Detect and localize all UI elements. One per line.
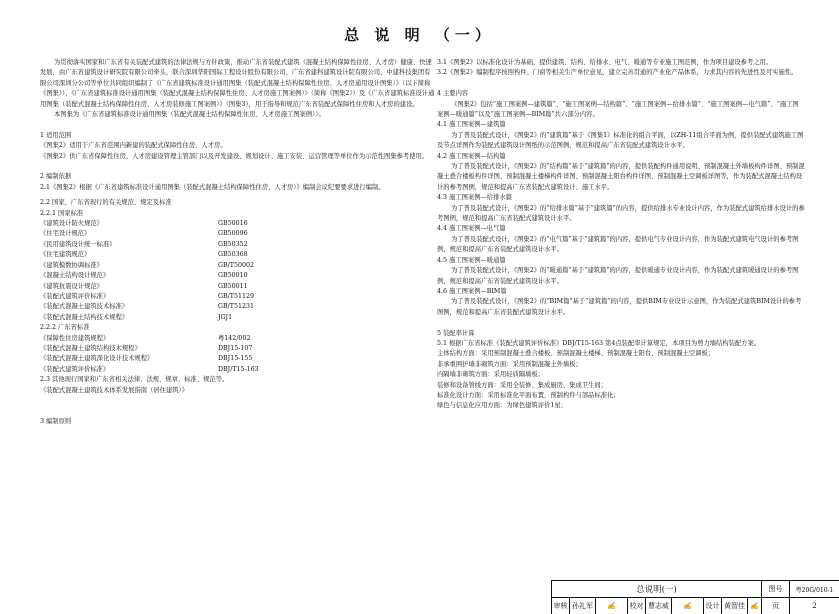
standard-code: DBJ15-155 [218,355,253,363]
standard-row [40,365,435,375]
design-signature: ✍ [748,598,762,614]
design-label: 设计 [704,598,722,614]
standard-row [40,261,435,271]
check-name: 曹志威 [646,598,672,614]
section-5-item: 标准化设计方面：采用标准化平面布置，预制构件与部品标准化； [437,391,620,399]
standard-code: GB/T51231 [218,303,255,311]
standard-code: GB/T50002 [218,261,255,269]
section-5-item: 非承重围护墙非砌筑方面：采用预制混凝土外墙板； [437,360,582,368]
standard-name: 《建筑抗震设计规范》 [40,282,103,290]
standard-row [40,282,435,292]
section-2-heading: 2 编制依据 [40,173,72,181]
subsection-heading: 4.2 施工图案例—结构篇 [437,152,506,160]
section-2-2: 2.2 国家、广东省现行的有关规范、规定及标准 [40,199,172,207]
standard-name: 《建筑设计防火规范》 [40,220,103,228]
section-1-item: 《图集2》供广东省保障性住房、人才房建设管理主管部门以及开发建设、规划设计、施工安装、运营管理等单位作为示范性图集参考使用。 [40,152,429,160]
design-name: 黄智佳 [722,598,748,614]
standard-name: 《建筑模数协调标准》 [40,261,103,269]
section-3-2: 3.2《图集2》编制程序按照构件、门窗等相关生产单位意见，建立完善贯通的产业化产品体系，力求其内容的先进性及可实施性。 [437,69,798,77]
standard-row [40,344,435,354]
standard-name: 《民用建筑设计统一标准》 [40,240,116,248]
standard-row [40,219,435,229]
section-4-heading: 4 主要内容 [437,90,469,98]
left-column [40,58,435,427]
standard-code: GB50016 [218,220,248,228]
drawing-number: 粤20G/010-1 [790,581,839,597]
standard-row [40,271,435,281]
standard-code: JGJ1 [218,313,233,321]
review-name: 孙礼军 [570,598,596,614]
section-1-heading: 1 适用范围 [40,131,72,139]
right-column [437,58,805,412]
standard-row [40,292,435,302]
standard-name: 《装配式建筑评价标准》 [40,365,110,373]
standard-row [40,229,435,239]
title-block [551,580,839,614]
standard-row [40,240,435,250]
subsection-text: 为了普及装配式设计，《图集2》的“给排水篇”基于“建筑篇”的内容，提供给排水专业设计内容，作为装配式建筑给排水设计的参考图例，规范和提高广东省装配式建筑设计水平。 [437,204,805,223]
page-title: 总 说 明 （一） [344,26,495,44]
standard-code: GB50352 [218,240,248,248]
standard-code: DBJ/T15-163 [218,365,259,373]
standard-name: 《混凝土结构设计规范》 [40,272,110,280]
subsection-text: 为了普及装配式设计，《图集2》的“暖通篇”基于“建筑篇”的内容，提供暖通专业设计内容，作为装配式建筑暖通设计的参考图例，规范和提高广东省装配式建筑设计水平。 [437,267,799,285]
page-number: 2 [790,598,839,614]
subsection-text: 为了普及装配式设计，《图集2》的“结构篇”基于“建筑篇”的内容，提供装配构件通用说明、预制混凝土外墙板构件详图、预制混凝土叠合楼板构件详图、预制混凝土楼梯构件详图、预制混凝土阳台构件详图、预制混凝土空调板详图等，作为装配式混凝土结构设计的参考图例，规范和提高广东省装配式建筑设计、施工水平。 [437,163,805,191]
standard-code: GB50010 [218,272,248,280]
subsection-heading: 4.4 施工图案例—电气篇 [437,225,506,233]
drawing-number-label: 图号 [762,581,790,597]
section-5-item: 内隔墙非砌筑方面：采用轻质隔墙板； [437,371,545,379]
standard-row [40,302,435,312]
subsection-text: 为了普及装配式设计，《图集2》的“电气篇”基于“建筑篇”的内容，提供电气专业设计内容，作为装配式建筑电气设计的参考图例，规范和提高广东省装配式建筑设计水平。 [437,235,799,254]
page-label: 页 [762,598,790,614]
standard-code: GB50011 [218,282,248,290]
review-label: 审核 [552,598,570,614]
subsection-heading: 4.1 施工图案例—建筑篇 [437,121,506,129]
subsection-text: 为了普及装配式设计，《图集2》的“BIM篇”基于“建筑篇”的内容，提供BIM专业设计示意图，作为装配式建筑BIM设计的参考图例，规范和提高广东省装配式建筑设计水平。 [437,298,802,316]
standard-row [40,313,435,323]
subsection-text: 为了普及装配式设计，《图集2》的“建筑篇”基于《图集1》标准化的组合平面，以ZH-11组合平面为例，提供装配式建筑施工图及节点详图作为装配式建筑设计图纸的示范图例，规范和提高广东省装配式建筑设计水平。 [437,131,804,150]
section-5-item: 绿色与信息化应用方面：为绿色建筑评价1星； [437,402,567,410]
check-signature: ✍ [672,598,704,614]
standard-row [40,354,435,364]
section-4-intro: 《图集2》包括“施工图案例—建筑篇”、“施工图案例—结构篇”、“施工图案例—给排水篇”、“施工图案例—电气篇”、“施工图案例—暖通篇”以及“施工图案例—BIM篇”共六部分内容。 [437,100,799,119]
standard-name: 《装配式混凝土结构技术规程》 [40,313,129,321]
review-signature: ✍ [596,598,628,614]
standard-code: 粤142/002 [218,334,251,342]
section-2-1: 2.1《图集2》根据《广东省建筑标准设计通用图集（装配式混凝土结构保障性住房、人才房）》编制会议纪要要求进行编制。 [40,183,385,191]
section-5-heading: 5 装配率计算 [437,329,475,337]
standard-code: DBJ15-107 [218,344,253,352]
section-1-item: 《图集2》适用于广东省范围内新建的装配式保障性住房、人才房。 [40,142,227,150]
standard-name: 《装配式建筑评价标准》 [40,292,110,300]
section-5-item: 主体结构方面：采用预制混凝土叠合楼板、预制混凝土楼梯、预制混凝土阳台、预制混凝土空调板； [437,350,715,358]
standard-name: 《住宅设计规范》 [40,230,91,238]
section-2-3-guide: 《装配式混凝土建筑技术体系发展指南（居住建筑）》 [40,386,188,394]
check-label: 校对 [628,598,646,614]
section-3-1: 3.1《图集2》以标准化设计为基础，提供建筑、结构、给排水、电气、暖通等专业施工图范例，作为项目建设参考之用。 [437,59,773,66]
section-2-2-1: 2.2.1 国家标准 [40,209,84,217]
section-5-item: 装修和设备管线方面：采用全装修、集成厨房、集成卫生间； [437,381,608,389]
section-5-1: 5.1 根据广东省标准《装配式建筑评价标准》DBJ/T15-163 第4点装配率计算规定，本项目为剪力墙结构装配方案。 [437,339,761,347]
section-2-3: 2.3 其他现行国家和广东省相关法律、法规、规章、标准、规范等。 [40,376,229,384]
standard-name: 《住宅建筑规范》 [40,251,91,259]
standard-code: GB50368 [218,251,248,259]
standard-name: 《装配式混凝土建筑深化设计技术规程》 [40,355,154,363]
subsection-heading: 4.5 施工图案例—暖通篇 [437,256,506,264]
standard-name: 《保障性住房建筑规程》 [40,334,110,342]
sheet-name: 总说明(一) [552,581,762,597]
section-3-heading: 3 编制原则 [40,417,72,425]
intro-paragraph-2: 本图集为《广东省建筑标准设计通用图集（装配式混凝土结构保障性住房、人才房施工图案例）》。 [54,111,325,119]
intro-paragraph-1: 为贯彻落实国家和广东省有关装配式建筑的法律法规与方针政策，推动广东省装配式建筑（混凝土结构保障性住房、人才房）健康、快速发展，由广东省建筑设计研究院有限公司牵头，联合深圳华阳国际工程设计股份有限公司、广东省建科建筑设计院有限公司、中建科技集团有限公司深圳分公司等单位共同组织编制了《广东省建筑标准设计通用图集（装配式混凝土结构保障性住房、人才房通用设计图集）》（以下简称《图集》）、《广东省建筑标准设计通用图集（装配式混凝土结构保障性住房、人才房施工图案例）》（简称《图集2》）及《广东省建筑标准设计通用图集（装配式混凝土结构保障性住房、人才房装修施工图案例）》（图集3），用于指导和规范广东省装配式保障性住房和人才房的建设。 [40,59,435,108]
subsection-heading: 4.3 施工图案例—给排水篇 [437,194,512,202]
standard-code: GB50096 [218,230,248,238]
standard-code: GB/T51129 [218,292,255,300]
standard-name: 《装配式混凝土建筑技术标准》 [40,303,129,311]
section-2-2-2: 2.2.2 广东省标准 [40,324,90,332]
standard-name: 《装配式混凝土建筑结构技术规程》 [40,344,141,352]
standard-row [40,334,435,344]
standard-row [40,250,435,260]
subsection-heading: 4.6 施工图案例—BIM篇 [437,287,507,295]
